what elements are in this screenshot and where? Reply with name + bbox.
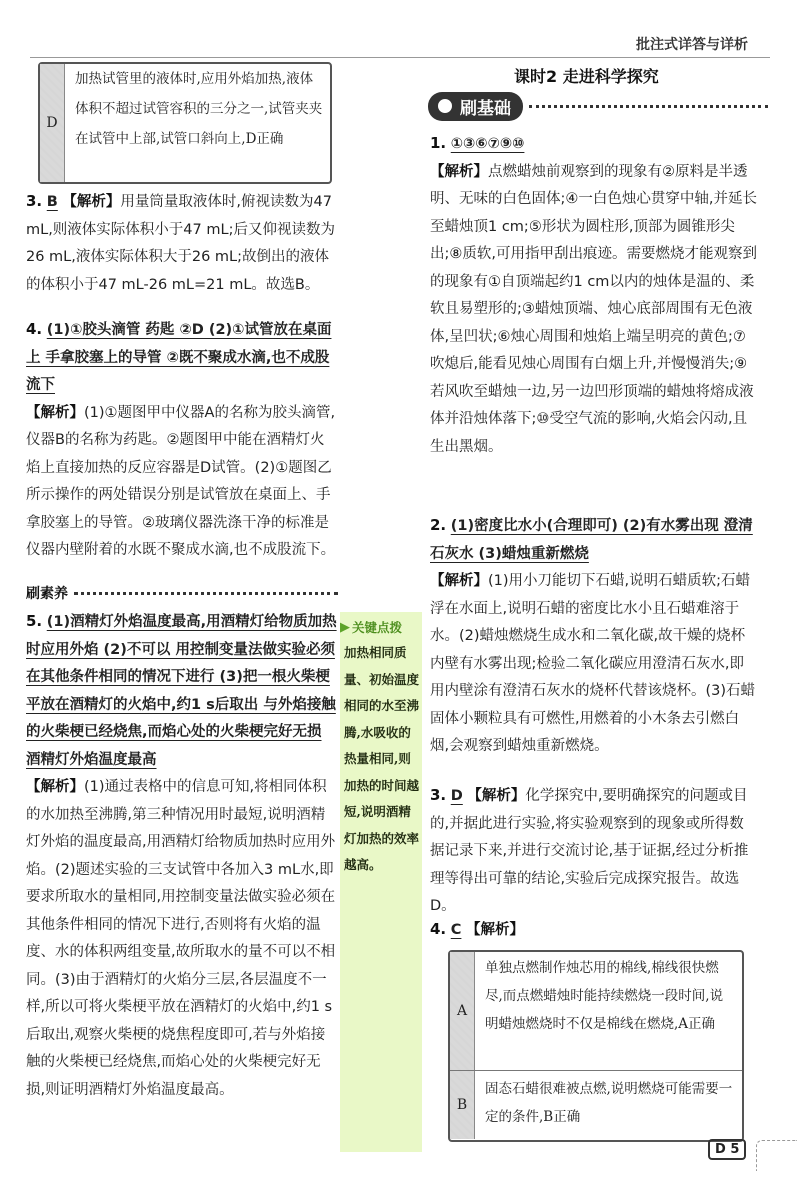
- question-number: 2.: [430, 516, 447, 534]
- section-banner: [428, 92, 768, 120]
- option-tag: A: [450, 952, 475, 1070]
- option-text: 固态石蜡很难被点燃,说明燃烧可能需要一定的条件,B正确: [485, 1081, 733, 1125]
- brush-icon: [436, 97, 454, 115]
- question-number: 1.: [430, 134, 447, 152]
- answer: (1)酒精灯外焰温度最高,用酒精灯给物质加热时应用外焰 (2)不可以 用控制变量法做实验必须在其他条件相同的情况下进行 (3)把一根火柴梗平放在酒精灯的火焰中,约1 s后取出 与外焰接触的火柴梗已经烧焦,而焰心处的火柴梗完好无损 酒精灯外焰温度最高: [26, 614, 337, 768]
- analysis-text: 用量筒量取液体时,俯视读数为47 mL,则液体实际体积小于47 mL;后又仰视读数为26 mL,液体实际体积大于26 mL;故倒出的液体的体积小于47 mL-26 mL=21 mL。故选B。: [26, 194, 335, 293]
- section-dots: [74, 592, 338, 595]
- option-d-box: [38, 62, 332, 184]
- analysis-text: 点燃蜡烛前观察到的现象有②原料是半透明、无味的白色固体;④一白色烛心贯穿中轴,并延长至蜡烛顶1 cm;⑤形状为圆柱形,顶部为圆锥形尖出;⑧质软,可用指甲刮出痕迹。需要燃烧才能观察到的现象有①自顶端起约1 cm以内的烛体是温的、柔软且易塑形的;③蜡烛顶端、烛心底部周围有无色液体,呈凹状;⑥烛心周围和烛焰上端呈明亮的黄色;⑦吹熄后,能看见烛心周围有白烟上升,并慢慢消失;⑨若风吹至蜡烛一边,另一边凹形顶端的蜡烛将熔成液体并沿烛体落下;⑩受空气流的影响,火焰会闪动,且生出黑烟。: [430, 163, 757, 455]
- side-note-text: 加热相同质量、初始温度相同的水至沸腾,水吸收的热量相同,则加热的时间越短,说明酒精灯加热的效率越高。: [344, 645, 420, 872]
- header-title: 批注式详答与详析: [636, 37, 748, 53]
- analysis-label: 【解析】: [26, 779, 84, 795]
- answer: ①③⑥⑦⑨⑩: [450, 136, 525, 152]
- answer: D: [450, 788, 463, 804]
- question-3: [26, 188, 338, 299]
- analysis-label: 【解析】: [430, 573, 488, 589]
- answer: B: [46, 194, 58, 210]
- section-pill: [428, 92, 523, 121]
- question-4-right: [430, 916, 524, 945]
- option-row-a: [450, 952, 742, 1071]
- section-banner: [26, 582, 338, 604]
- question-number: 3.: [430, 786, 447, 804]
- option-tag: D: [40, 64, 65, 182]
- question-3-right: [430, 782, 758, 921]
- cut-line: [756, 1140, 797, 1171]
- question-5: [26, 608, 338, 1104]
- question-number: 4.: [26, 320, 43, 338]
- section-label: 刷素养: [26, 586, 68, 602]
- lesson-title: 课时2 走进科学探究: [514, 67, 659, 86]
- question-4: [26, 316, 338, 565]
- analysis-label: 【解析】: [62, 194, 121, 210]
- options-table: [448, 950, 744, 1142]
- analysis-text: (1)用小刀能切下石蜡,说明石蜡质软;石蜡浮在水面上,说明石蜡的密度比水小且石蜡难溶于水。(2)蜡烛燃烧生成水和二氧化碳,故干燥的烧杯内壁有水雾出现;检验二氧化碳应用澄清石灰水,即用内壁涂有澄清石灰水的烧杯代替该烧杯。(3)石蜡固体小颗粒具有可燃性,用燃着的小木条去引燃白烟,会观察到蜡烛重新燃烧。: [430, 573, 756, 754]
- side-note-header: [340, 616, 424, 638]
- option-tag: B: [450, 1071, 475, 1139]
- header-divider: [30, 57, 770, 58]
- analysis-label: 【解析】: [26, 404, 84, 421]
- analysis-label: 【解析】: [467, 788, 526, 804]
- option-row-b: [450, 1071, 742, 1139]
- page-number: D 5: [708, 1139, 746, 1160]
- section-dots: [529, 105, 768, 108]
- question-number: 4.: [430, 920, 447, 938]
- option-text: 加热试管里的液体时,应用外焰加热,液体体积不超过试管容积的三分之一,试管夹夹在试管中上部,试管口斜向上,D正确: [75, 71, 323, 147]
- analysis-label: 【解析】: [466, 922, 525, 938]
- question-2: [430, 512, 758, 761]
- question-1: [430, 130, 758, 461]
- arrow-icon: ▶: [340, 619, 350, 635]
- analysis-text: (1)通过表格中的信息可知,将相同体积的水加热至沸腾,第三种情况用时最短,说明酒精灯外焰的温度最高,用酒精灯给物质加热时应用外焰。(2)题述实验的三支试管中各加入3 mL水,即要求所取水的量相同,用控制变量法做实验必须在其他条件相同的情况下进行,否则将有火焰的温度、水的体积两组变量,故所取水的量不可以不相同。(3)由于酒精灯的火焰分三层,各层温度不一样,所以可将火柴梗平放在酒精灯的火焰中,约1 s后取出,观察火柴梗的烧焦程度即可,若与外焰接触的火柴梗已经烧焦,而焰心处的火柴梗完好无损,则证明酒精灯外焰温度最高。: [26, 779, 336, 1098]
- question-number: 5.: [26, 612, 43, 630]
- answer: C: [450, 922, 462, 938]
- section-label: 刷基础: [460, 98, 511, 119]
- option-text: 单独点燃制作烛芯用的棉线,棉线很快燃尽,而点燃蜡烛时能持续燃烧一段时间,说明蜡烛燃烧时不仅是棉线在燃烧,A正确: [485, 960, 724, 1032]
- analysis-text: (1)①题图甲中仪器A的名称为胶头滴管,仪器B的名称为药匙。②题图甲中能在酒精灯火焰上直接加热的反应容器是D试管。(2)①题图乙所示操作的两处错误分别是试管放在桌面上、手拿胶塞上的导管。②玻璃仪器洗涤干净的标准是仪器内壁附着的水既不聚成水滴,也不成股流下。: [26, 404, 336, 558]
- side-note-title: 关键点拨: [352, 620, 403, 635]
- answer: (1)密度比水小(合理即可) (2)有水雾出现 澄清石灰水 (3)蜡烛重新燃烧: [430, 518, 753, 562]
- analysis-label: 【解析】: [430, 163, 488, 180]
- answer: (1)①胶头滴管 药匙 ②D (2)①试管放在桌面上 手拿胶塞上的导管 ②既不聚成水滴,也不成股流下: [26, 322, 332, 393]
- question-number: 3.: [26, 192, 43, 210]
- analysis-text: 化学探究中,要明确探究的问题或目的,并据此进行实验,将实验观察到的现象或所得数据记录下来,并进行交流讨论,基于证据,经过分析推理等得出可靠的结论,实验后完成探究报告。故选D。: [430, 788, 749, 914]
